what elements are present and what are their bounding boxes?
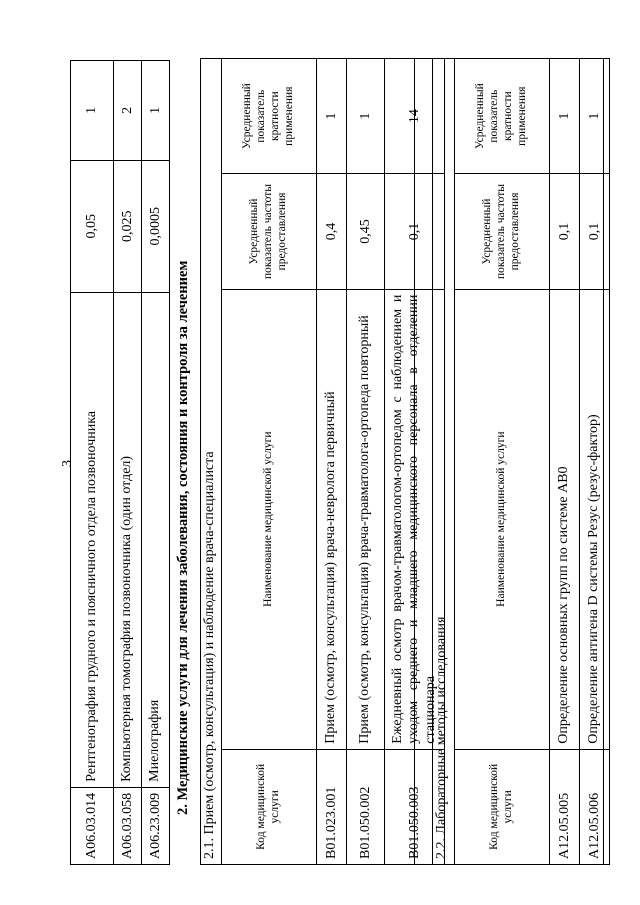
service-name: Миелография (142, 292, 170, 787)
multiplicity-value: 14 (385, 59, 445, 174)
frequency-value: 0,025 (114, 160, 142, 292)
table-header-row (455, 59, 550, 865)
header-frequency: Усредненный показатель частоты предоставления (455, 174, 550, 289)
header-name: Наименование медицинской услуги (455, 289, 550, 749)
multiplicity-value: 1 (347, 59, 385, 174)
service-name: Ежедневный осмотр врачом-травматологом-ортопедом с наблюдением и уходом среднего и младшего медицинского персонала в отделении стационара (385, 289, 445, 749)
table-row (317, 59, 347, 865)
header-multiplicity: Усредненный показатель кратности применения (222, 59, 317, 174)
service-code: A06.23.009 (142, 787, 170, 864)
service-code: A12.05.005 (550, 749, 580, 864)
service-code: A06.03.058 (114, 787, 142, 864)
service-name: Определение антигена D системы Резус (резус-фактор) (580, 289, 610, 749)
header-code: Код медицинской услуги (455, 749, 550, 864)
service-name: Компьютерная томография позвоночника (один отдел) (114, 292, 142, 787)
table-row (71, 61, 114, 865)
table-row (114, 61, 142, 865)
table-row (580, 59, 610, 865)
table-row (142, 61, 170, 865)
section-title: 2. Медицинские услуги для лечения заболевания, состояния и контроля за лечением (175, 260, 191, 815)
service-code: B01.023.001 (317, 749, 347, 864)
page-number: 3 (60, 460, 75, 467)
multiplicity-value: 1 (550, 59, 580, 174)
frequency-value: 0,0005 (142, 160, 170, 292)
multiplicity-value: 1 (71, 61, 114, 161)
service-name: Прием (осмотр, консультация) врача-невролога первичный (317, 289, 347, 749)
frequency-value: 0,4 (317, 174, 347, 289)
top-table (70, 60, 170, 865)
service-code: B01.050.003 (385, 749, 445, 864)
subsection-title: 2.2. Лабораторные методы исследования (434, 616, 449, 859)
table-header-row (222, 59, 317, 865)
frequency-value: 0,05 (71, 160, 114, 292)
multiplicity-value: 1 (142, 61, 170, 161)
service-code: A06.03.014 (71, 787, 114, 864)
frequency-value: 0,1 (550, 174, 580, 289)
multiplicity-value: 2 (114, 61, 142, 161)
multiplicity-value: 1 (317, 59, 347, 174)
lab-tests-table (454, 58, 610, 865)
header-name: Наименование медицинской услуги (222, 289, 317, 749)
service-code: A12.05.006 (580, 749, 610, 864)
frequency-value: 0,1 (580, 174, 610, 289)
table-row (347, 59, 385, 865)
service-code: B01.050.002 (347, 749, 385, 864)
service-name: Рентгенография грудного и поясничного отдела позвоночника (71, 292, 114, 787)
service-name: Определение основных групп по системе AB0 (550, 289, 580, 749)
frequency-value: 0,1 (385, 174, 445, 289)
multiplicity-value: 1 (580, 59, 610, 174)
frequency-value: 0,45 (347, 174, 385, 289)
header-frequency: Усредненный показатель частоты предоставления (222, 174, 317, 289)
header-code: Код медицинской услуги (222, 749, 317, 864)
service-name: Прием (осмотр, консультация) врача-травматолога-ортопеда повторный (347, 289, 385, 749)
subsection-title: 2.1. Прием (осмотр, консультация) и наблюдение врача-специалиста (202, 451, 217, 859)
consultations-table (221, 58, 445, 865)
header-multiplicity: Усредненный показатель кратности применения (455, 59, 550, 174)
table-row (550, 59, 580, 865)
